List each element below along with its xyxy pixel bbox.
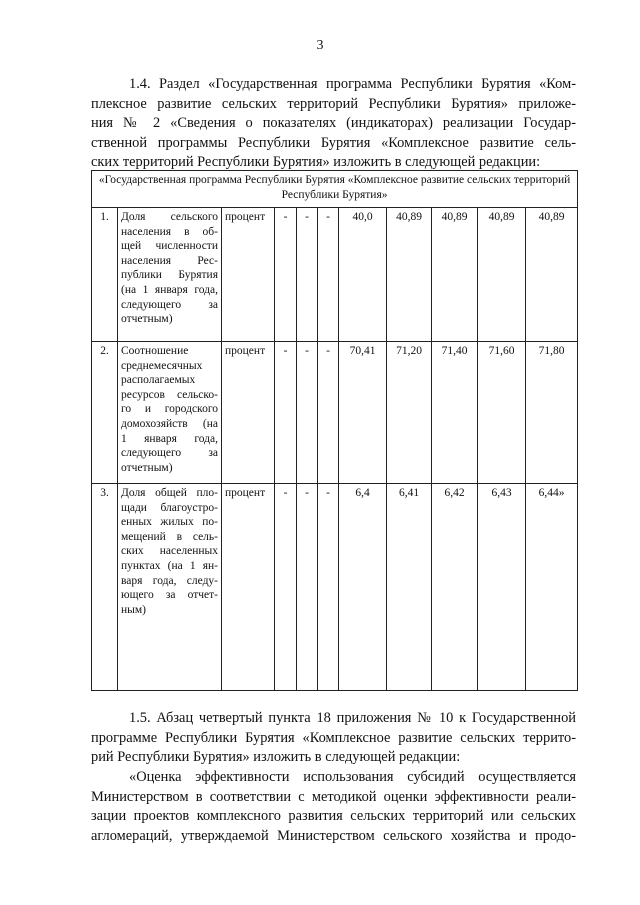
text-line: «Оценка эффективности использования субсидий осуществляется — [129, 769, 576, 785]
name-line: мещений в сель- — [121, 530, 218, 543]
dash-cell: - — [318, 342, 339, 484]
name-line: Соотношение — [121, 345, 189, 357]
text-line: ния № 2 «Сведения о показателях (индикаторах) реализации Государ- — [91, 115, 576, 132]
row-number: 1. — [92, 208, 118, 342]
name-line: следующего за — [121, 447, 218, 460]
value-cell: 71,40 — [432, 342, 478, 484]
name-line: населения Рес- — [121, 254, 218, 267]
name-line: (на 1 января года, — [121, 283, 218, 296]
value-cell: 40,89 — [478, 208, 526, 342]
text-line: Министерством в соответствии с методикой оценки эффективности реали- — [91, 788, 576, 805]
paragraph-1-4 — [91, 75, 576, 173]
name-line: ным) — [121, 603, 146, 616]
row-number: 3. — [92, 484, 118, 691]
value-cell: 6,42 — [432, 484, 478, 691]
unit-cell: процент — [222, 208, 275, 342]
name-line: ресурсов сельско- — [121, 388, 218, 401]
value-cell: 70,41 — [339, 342, 387, 484]
name-line: располагаемых — [121, 374, 196, 387]
name-line: 1 января года, — [121, 432, 218, 445]
name-line: щади благоустро- — [121, 501, 218, 514]
value-cell: 40,89 — [387, 208, 432, 342]
name-line: ских населенных — [121, 545, 218, 558]
name-line: енных жилых по- — [121, 516, 218, 529]
name-line: Доля сельского — [121, 211, 218, 223]
name-line: отчетным) — [121, 461, 173, 474]
table-row — [92, 208, 578, 342]
paragraph-1-5 — [91, 709, 576, 768]
value-cell: 71,80 — [526, 342, 578, 484]
text-line: 1.4. Раздел «Государственная программа Республики Бурятия «Ком- — [129, 76, 576, 92]
text-line: ственной программы Республики Бурятия «Комплексное развитие сель- — [91, 134, 576, 151]
text-line: ских территорий Республики Бурятия» изложить в следующей редакции: — [91, 154, 541, 171]
indicator-name — [118, 342, 222, 484]
text-line: зации проектов комплексного развития сельских территорий или сельских — [91, 808, 576, 825]
dash-cell: - — [275, 342, 297, 484]
text-line: программе Республики Бурятия «Комплексное развитие сельских террито- — [91, 729, 576, 746]
text-line: рий Республики Бурятия» изложить в следующей редакции: — [91, 749, 461, 766]
value-cell: 6,41 — [387, 484, 432, 691]
dash-cell: - — [318, 208, 339, 342]
paragraph-quote — [91, 768, 576, 846]
value-cell: 40,89 — [526, 208, 578, 342]
table-row — [92, 342, 578, 484]
dash-cell: - — [297, 484, 318, 691]
value-cell: 6,44» — [526, 484, 578, 691]
unit-cell: процент — [222, 342, 275, 484]
name-line: го и городского — [121, 403, 218, 416]
name-line: среднемесячных — [121, 359, 203, 372]
dash-cell: - — [318, 484, 339, 691]
indicator-name — [118, 208, 222, 342]
name-line: Доля общей пло- — [121, 487, 218, 499]
dash-cell: - — [297, 208, 318, 342]
unit-cell: процент — [222, 484, 275, 691]
value-cell: 40,0 — [339, 208, 387, 342]
value-cell: 71,60 — [478, 342, 526, 484]
value-cell: 71,20 — [387, 342, 432, 484]
name-line: варя года, следу- — [121, 574, 218, 587]
indicator-name — [118, 484, 222, 691]
name-line: отчетным) — [121, 313, 173, 326]
value-cell: 6,4 — [339, 484, 387, 691]
name-line: ющего за отчет- — [121, 589, 218, 602]
table-caption: «Государственная программа Республики Бурятия «Комплексное развитие сельских территорий Республики Бурятия» — [92, 171, 578, 208]
name-line: домохозяйств (на — [121, 417, 218, 430]
dash-cell: - — [275, 208, 297, 342]
table-row — [92, 484, 578, 691]
dash-cell: - — [275, 484, 297, 691]
value-cell: 40,89 — [432, 208, 478, 342]
name-line: населения в об- — [121, 225, 218, 238]
row-number: 2. — [92, 342, 118, 484]
text-line: плексное развитие сельских территорий Республики Бурятия» приложе- — [91, 95, 576, 112]
name-line: публики Бурятия — [121, 269, 218, 282]
text-line: 1.5. Абзац четвертый пункта 18 приложения № 10 к Государственной — [129, 710, 576, 726]
dash-cell: - — [297, 342, 318, 484]
page-number: 3 — [316, 38, 324, 53]
name-line: щей численности — [121, 240, 218, 253]
text-line: агломераций, утверждаемой Министерством сельского хозяйства и продо- — [91, 827, 576, 844]
name-line: пунктах (на 1 ян- — [121, 559, 218, 572]
indicators-table — [91, 170, 578, 691]
name-line: следующего за — [121, 298, 218, 311]
value-cell: 6,43 — [478, 484, 526, 691]
